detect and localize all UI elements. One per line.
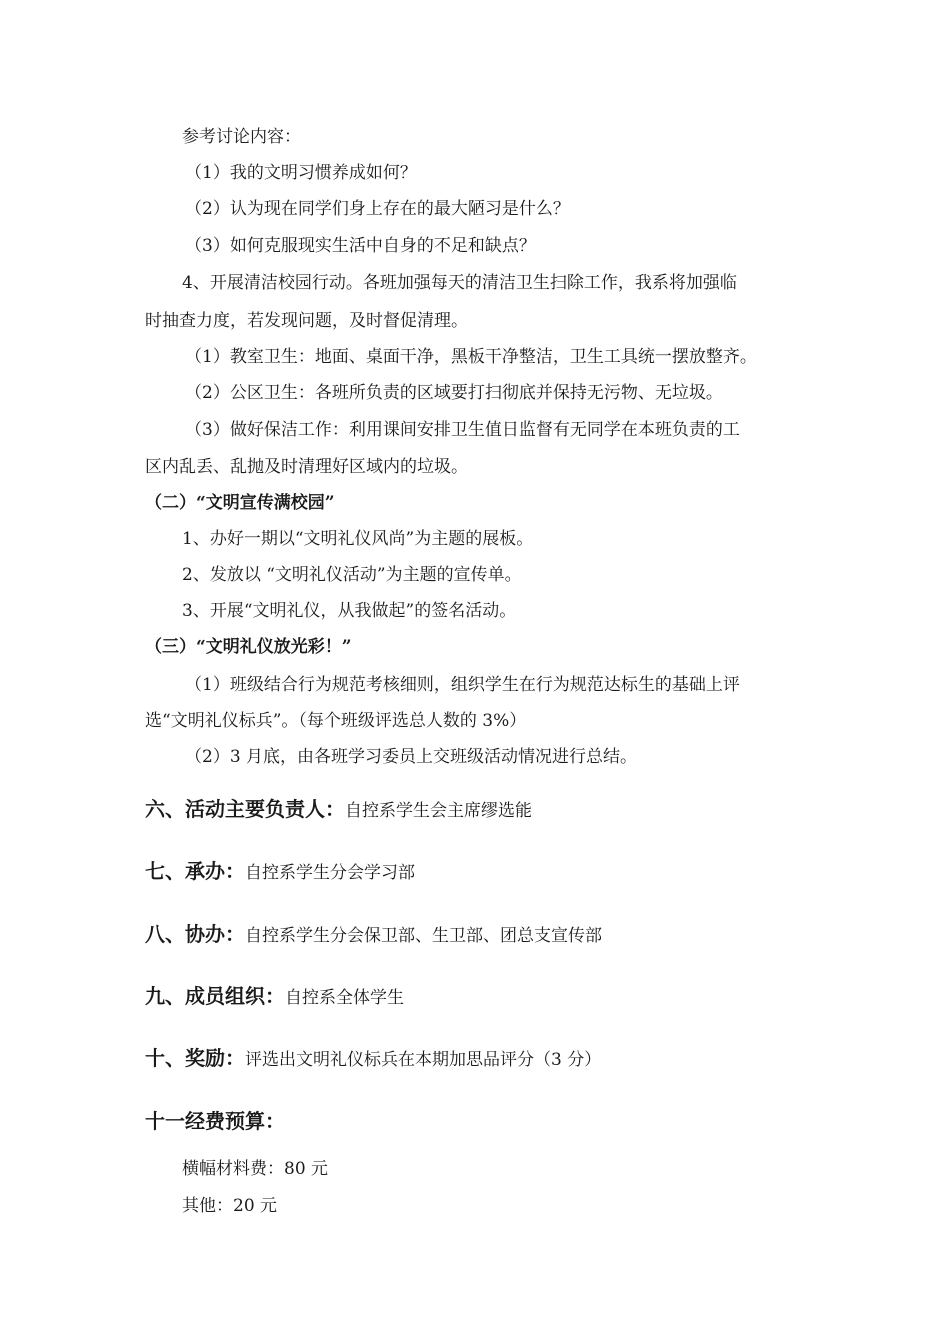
discussion-item: （2）认为现在同学们身上存在的最大陋习是什么？ bbox=[185, 199, 570, 219]
heading-responsible bbox=[145, 796, 532, 824]
discussion-item: （3）如何克服现实生活中自身的不足和缺点？ bbox=[185, 236, 536, 256]
section-title: （二）“文明宣传满校园” bbox=[145, 493, 335, 513]
heading-value: 评选出文明礼仪标兵在本期加思品评分（3 分） bbox=[245, 1050, 602, 1070]
cleaning-item: （1）教室卫生：地面、桌面干净，黑板干净整洁，卫生工具统一摆放整齐。 bbox=[185, 347, 757, 367]
heading-reward bbox=[145, 1045, 601, 1073]
heading-value: 自控系学生分会学习部 bbox=[245, 863, 415, 883]
section-title: （三）“文明礼仪放光彩！” bbox=[145, 637, 352, 657]
section-item: 2、发放以 “文明礼仪活动”为主题的宣传单。 bbox=[182, 565, 522, 585]
discussion-item: （1）我的文明习惯养成如何？ bbox=[185, 163, 417, 183]
heading-label: 十一经费预算： bbox=[145, 1109, 285, 1133]
section-item: 选“文明礼仪标兵”。（每个班级评选总人数的 3%） bbox=[145, 711, 527, 731]
heading-value: 自控系学生会主席缪选能 bbox=[345, 801, 532, 821]
budget-item: 其他：20 元 bbox=[182, 1196, 278, 1216]
heading-organizer bbox=[145, 858, 415, 886]
heading-co-organizer bbox=[145, 921, 602, 949]
section-item: （2）3 月底，由各班学习委员上交班级活动情况进行总结。 bbox=[185, 747, 638, 767]
cleaning-item: （2）公区卫生：各班所负责的区域要打扫彻底并保持无污物、无垃圾。 bbox=[185, 383, 723, 403]
section-item: 1、办好一期以“文明礼仪风尚”为主题的展板。 bbox=[182, 529, 534, 549]
heading-label: 八、协办： bbox=[145, 922, 245, 946]
budget-item: 横幅材料费：80 元 bbox=[182, 1159, 329, 1179]
cleaning-item: （3）做好保洁工作：利用课间安排卫生值日监督有无同学在本班负责的工 bbox=[185, 420, 740, 440]
heading-label: 六、活动主要负责人： bbox=[145, 797, 345, 821]
heading-label: 七、承办： bbox=[145, 859, 245, 883]
heading-value: 自控系全体学生 bbox=[285, 988, 404, 1008]
section-item: （1）班级结合行为规范考核细则，组织学生在行为规范达标生的基础上评 bbox=[185, 675, 740, 695]
cleaning-paragraph-line: 4、开展清洁校园行动。各班加强每天的清洁卫生扫除工作，我系将加强临 bbox=[182, 273, 737, 293]
heading-value: 自控系学生分会保卫部、生卫部、团总支宣传部 bbox=[245, 926, 602, 946]
heading-budget bbox=[145, 1108, 285, 1136]
heading-label: 九、成员组织： bbox=[145, 984, 285, 1008]
section-item: 3、开展“文明礼仪，从我做起”的签名活动。 bbox=[182, 601, 517, 621]
heading-members bbox=[145, 983, 404, 1011]
discussion-intro: 参考讨论内容： bbox=[182, 127, 301, 147]
heading-label: 十、奖励： bbox=[145, 1046, 245, 1070]
cleaning-item: 区内乱丢、乱抛及时清理好区域内的垃圾。 bbox=[145, 457, 468, 477]
cleaning-paragraph-line: 时抽查力度，若发现问题，及时督促清理。 bbox=[145, 311, 468, 331]
